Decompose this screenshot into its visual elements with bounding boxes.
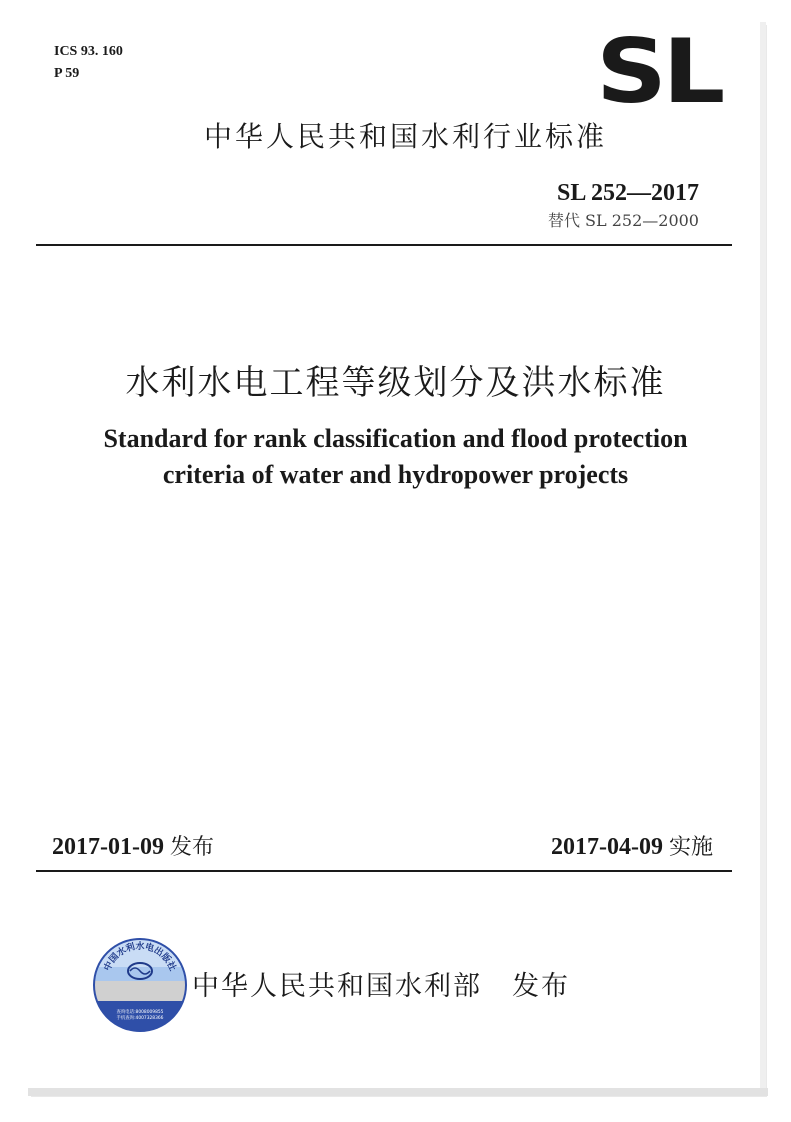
- p-code: P 59: [54, 66, 80, 81]
- replaces-standard: 替代 SL 252—2000: [547, 211, 699, 230]
- seal-line-2: 手机查询:4007328366: [116, 1016, 164, 1021]
- industry-standard-title: 中华人民共和国水利行业标准: [203, 120, 607, 153]
- anti-counterfeit-seal-icon: [92, 937, 188, 1033]
- implement-date: [551, 830, 713, 861]
- chinese-title: 水利水电工程等级划分及洪水标准: [125, 363, 666, 403]
- issuer-action: 发布: [512, 971, 570, 1002]
- publish-date-value: 2017-01-09: [52, 834, 164, 860]
- publish-date: [52, 830, 214, 861]
- sl-logo: SL: [596, 20, 721, 123]
- top-divider: [36, 244, 732, 246]
- english-title-line-1: Standard for rank classification and flood protection: [103, 424, 688, 453]
- page-bottom-edge: [28, 1088, 768, 1096]
- implement-label: 实施: [668, 835, 713, 860]
- issuer-name: 中华人民共和国水利部: [192, 971, 482, 1002]
- publish-label: 发布: [169, 835, 214, 860]
- seal-arc-text: 中国水利水电出版社: [102, 942, 178, 973]
- ics-code: ICS 93. 160: [54, 44, 123, 59]
- english-title-line-2: criteria of water and hydropower projects: [162, 460, 629, 489]
- bottom-divider: [36, 870, 732, 872]
- page-edge-shadow: [760, 22, 766, 1092]
- issuer-line: [192, 964, 570, 1003]
- seal-line-1: 查询电话:8008009855: [116, 1010, 164, 1015]
- implement-date-value: 2017-04-09: [551, 834, 663, 860]
- standard-number: SL 252—2017: [556, 180, 699, 206]
